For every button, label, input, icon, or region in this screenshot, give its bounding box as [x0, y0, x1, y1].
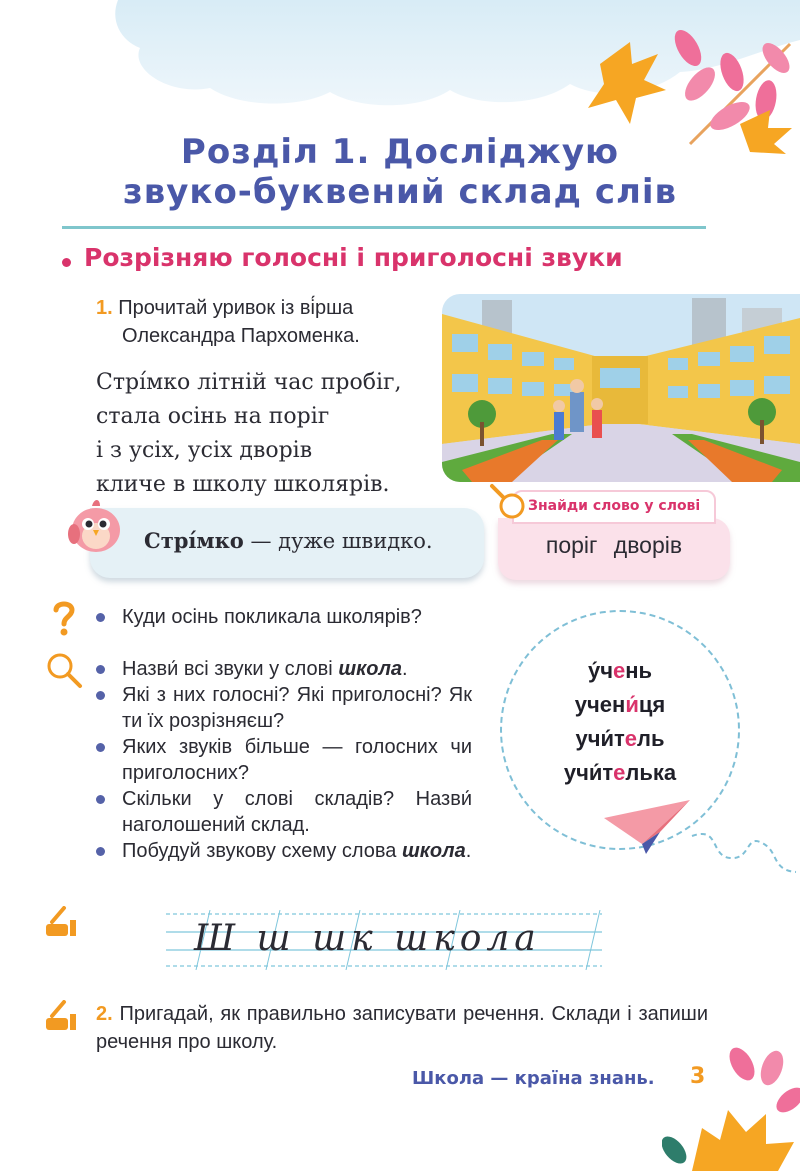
task-1-line-2: Олександра Пархоменка.: [122, 325, 360, 347]
word-family-list: [500, 654, 740, 790]
chapter-title-line-1: Розділ 1. Досліджую: [180, 132, 620, 172]
chapter-title-line-2: звуко-буквений склад слів: [122, 172, 678, 212]
word-family-item: учи́тель: [575, 726, 665, 751]
task-2-number: 2.: [96, 1003, 113, 1025]
magnifier-icon: [44, 650, 84, 690]
analysis-item: [94, 838, 472, 864]
keyword-shkola: школа: [338, 658, 403, 680]
task-1-line-1: Прочитай уривок із ві́рша: [118, 297, 354, 319]
word-family-item: учи́телька: [563, 760, 677, 785]
task-1-instruction: [96, 294, 360, 350]
analysis-item: Скільки у слові складів? Назви́ наголошений склад.: [94, 786, 472, 838]
poem-line: кличе в школу школярів.: [96, 472, 390, 497]
definition-term: Стрі́мко: [144, 528, 244, 553]
word-family-item: у́чень: [587, 658, 653, 683]
paper-plane-icon: [600, 796, 800, 880]
poem-line: стала осінь на поріг: [96, 404, 330, 429]
school-illustration: [442, 294, 800, 482]
question-mark-icon: [52, 600, 76, 636]
keyword-shkola: школа: [401, 840, 466, 862]
task-2-text: Пригадай, як правильно записувати речення. Склади і запиши речення про школу.: [96, 1003, 708, 1053]
poem-line: Стрі́мко літній час пробіг,: [96, 370, 402, 395]
analysis-item: Яких звуків більше — голосних чи приголосних?: [94, 734, 472, 786]
writing-hand-icon: [44, 1000, 80, 1032]
title-divider: [62, 226, 706, 229]
find-word-label: Знайди слово у слові: [512, 490, 716, 524]
autumn-leaves-decoration: [662, 1044, 800, 1171]
question-list: [94, 604, 472, 630]
definition-text: [144, 528, 433, 553]
analysis-item: Які з них голосні? Які приголосні? Як ти їх розрізняєш?: [94, 682, 472, 734]
writing-hand-icon: [44, 906, 80, 938]
section-bullet: [62, 258, 71, 267]
section-title: Розрізняю голосні і приголосні звуки: [84, 243, 623, 272]
task-1-number: 1.: [96, 297, 113, 319]
analysis-item-1-end: .: [402, 658, 408, 680]
copybook-lines: [166, 910, 602, 970]
analysis-item: [94, 656, 472, 682]
footer-slogan: Школа — країна знань.: [412, 1068, 655, 1089]
find-word-words: поріг дворів: [545, 532, 683, 558]
word-family-item: учени́ця: [574, 692, 666, 717]
page-number: 3: [690, 1064, 706, 1089]
poem: [96, 366, 402, 502]
analysis-item-5-text: Побудуй звукову схему слова: [122, 840, 402, 862]
definition-meaning: — дуже швидко.: [243, 529, 433, 553]
poem-line: і з усіх, усіх дворів: [96, 438, 313, 463]
analysis-item-5-end: .: [465, 840, 472, 862]
analysis-item-1-text: Назви́ всі звуки у слові: [122, 658, 339, 680]
task-2: [96, 1000, 708, 1056]
copybook-handwriting: Ш ш шк школа: [194, 918, 541, 959]
magnifier-icon: [488, 482, 528, 522]
analysis-list: [94, 656, 472, 864]
question-item: Куди осінь покликала школярів?: [94, 604, 472, 630]
bird-mascot-icon: [64, 494, 128, 556]
